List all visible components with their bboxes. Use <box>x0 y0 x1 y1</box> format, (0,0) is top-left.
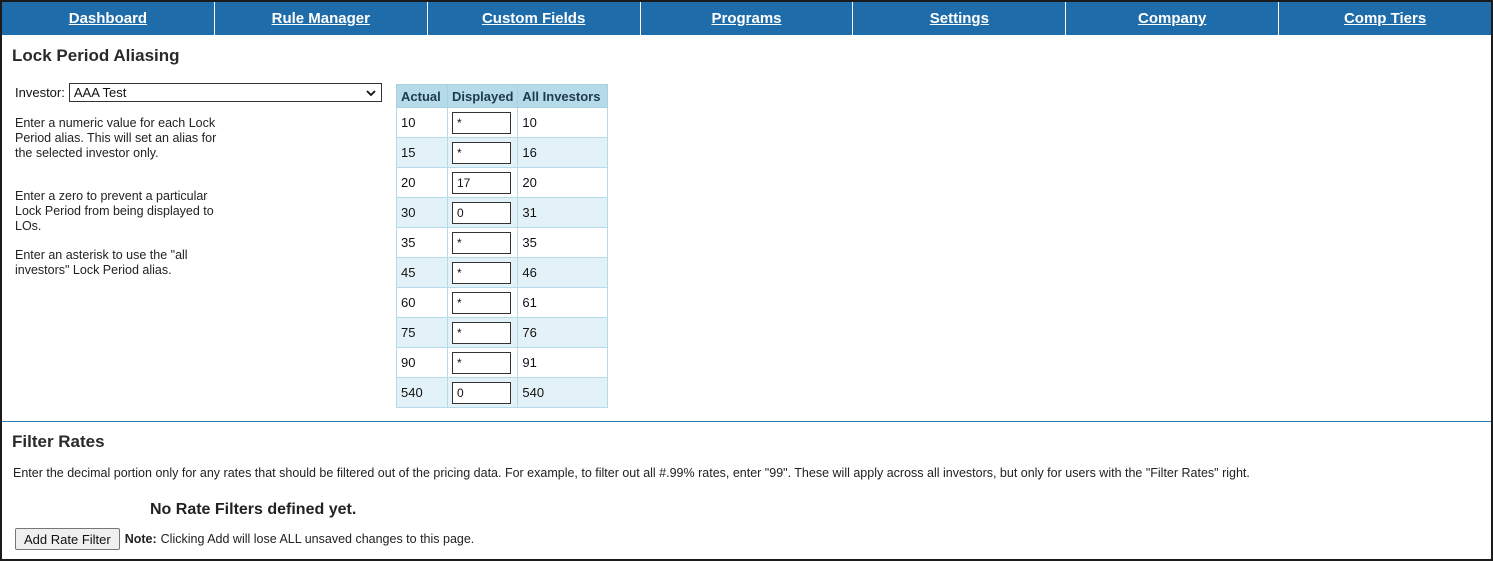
note-text: Clicking Add will lose ALL unsaved changes to this page. <box>160 532 475 546</box>
investor-select-value: AAA Test <box>73 85 127 100</box>
nav-link-company[interactable]: Company <box>1138 10 1207 27</box>
displayed-input[interactable] <box>452 322 511 344</box>
nav-link-dashboard[interactable]: Dashboard <box>68 10 148 27</box>
table-row <box>397 108 608 138</box>
cell-all-investors: 20 <box>518 168 608 198</box>
table-row <box>397 348 608 378</box>
cell-displayed <box>448 288 518 318</box>
cell-displayed <box>448 318 518 348</box>
cell-all-investors: 76 <box>518 318 608 348</box>
top-nav <box>2 2 1491 35</box>
cell-all-investors: 10 <box>518 108 608 138</box>
note-label: Note: <box>124 532 157 546</box>
cell-displayed <box>448 258 518 288</box>
lock-period-table <box>396 84 608 408</box>
add-filter-row <box>15 528 474 550</box>
cell-displayed <box>448 228 518 258</box>
no-filters-message: No Rate Filters defined yet. <box>150 501 357 518</box>
cell-actual: 10 <box>397 108 448 138</box>
displayed-input[interactable] <box>452 142 511 164</box>
nav-link-programs[interactable]: Programs <box>711 10 782 27</box>
help-text-numeric: Enter a numeric value for each Lock Period alias. This will set an alias for the selected investor only. <box>15 116 217 160</box>
section-divider <box>2 421 1491 422</box>
cell-actual: 75 <box>397 318 448 348</box>
header-all-investors: All Investors <box>518 85 608 108</box>
nav-item-programs <box>641 2 854 35</box>
header-displayed: Displayed <box>448 85 518 108</box>
cell-all-investors: 91 <box>518 348 608 378</box>
lock-period-title: Lock Period Aliasing <box>12 46 180 65</box>
cell-actual: 20 <box>397 168 448 198</box>
add-rate-filter-button[interactable]: Add Rate Filter <box>15 528 120 550</box>
displayed-input[interactable] <box>452 382 511 404</box>
nav-item-company <box>1066 2 1279 35</box>
nav-link-custom-fields[interactable]: Custom Fields <box>481 10 586 27</box>
cell-actual: 35 <box>397 228 448 258</box>
cell-actual: 60 <box>397 288 448 318</box>
displayed-input[interactable] <box>452 172 511 194</box>
investor-row <box>15 83 382 102</box>
cell-actual: 540 <box>397 378 448 408</box>
chevron-down-icon <box>365 87 377 99</box>
table-row <box>397 168 608 198</box>
table-row <box>397 198 608 228</box>
cell-all-investors: 46 <box>518 258 608 288</box>
table-header-row <box>397 85 608 108</box>
help-text-zero: Enter a zero to prevent a particular Lock Period from being displayed to LOs. <box>15 189 214 233</box>
displayed-input[interactable] <box>452 292 511 314</box>
nav-item-comp-tiers <box>1279 2 1491 35</box>
cell-all-investors: 31 <box>518 198 608 228</box>
nav-item-rule-manager <box>215 2 428 35</box>
nav-link-rule-manager[interactable]: Rule Manager <box>271 10 370 27</box>
cell-displayed <box>448 348 518 378</box>
nav-item-dashboard <box>2 2 215 35</box>
cell-all-investors: 540 <box>518 378 608 408</box>
cell-displayed <box>448 198 518 228</box>
cell-actual: 45 <box>397 258 448 288</box>
cell-displayed <box>448 378 518 408</box>
nav-item-custom-fields <box>428 2 641 35</box>
cell-actual: 30 <box>397 198 448 228</box>
cell-actual: 90 <box>397 348 448 378</box>
nav-item-settings <box>853 2 1066 35</box>
displayed-input[interactable] <box>452 352 511 374</box>
table-row <box>397 258 608 288</box>
displayed-input[interactable] <box>452 262 511 284</box>
table-row <box>397 318 608 348</box>
displayed-input[interactable] <box>452 112 511 134</box>
cell-actual: 15 <box>397 138 448 168</box>
investor-label: Investor: <box>15 85 65 100</box>
investor-select[interactable] <box>69 83 382 102</box>
cell-displayed <box>448 108 518 138</box>
displayed-input[interactable] <box>452 232 511 254</box>
cell-displayed <box>448 168 518 198</box>
displayed-input[interactable] <box>452 202 511 224</box>
nav-link-comp-tiers[interactable]: Comp Tiers <box>1343 10 1427 27</box>
filter-rates-description: Enter the decimal portion only for any rates that should be filtered out of the pricing data. For example, to filter out all #.99% rates, enter "99". These will apply across all investors, but only for users with the "Filter Rates" right. <box>13 466 1250 480</box>
table-row <box>397 288 608 318</box>
cell-all-investors: 16 <box>518 138 608 168</box>
cell-all-investors: 35 <box>518 228 608 258</box>
table-row <box>397 138 608 168</box>
header-actual: Actual <box>397 85 448 108</box>
table-row <box>397 378 608 408</box>
table-row <box>397 228 608 258</box>
cell-all-investors: 61 <box>518 288 608 318</box>
filter-rates-title: Filter Rates <box>12 432 105 451</box>
nav-link-settings[interactable]: Settings <box>929 10 989 27</box>
cell-displayed <box>448 138 518 168</box>
help-text-asterisk: Enter an asterisk to use the "all investors" Lock Period alias. <box>15 248 188 277</box>
